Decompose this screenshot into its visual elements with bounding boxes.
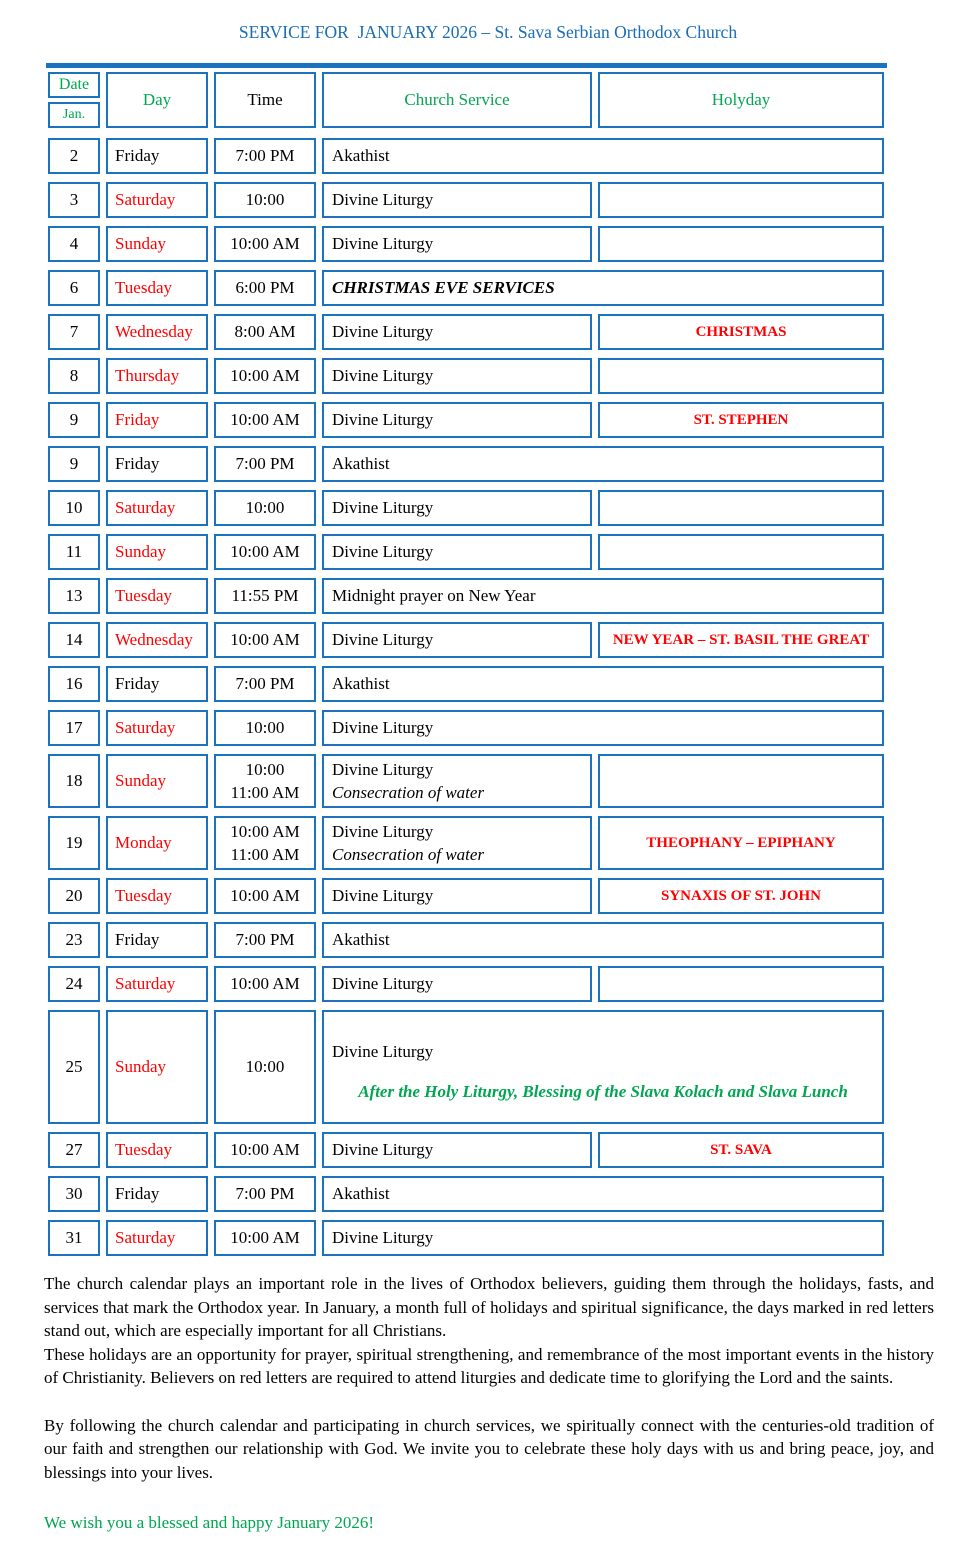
time-cell: 10:00 AM 11:00 AM <box>214 816 316 870</box>
day-cell: Sunday <box>106 1010 208 1124</box>
table-row <box>48 816 884 870</box>
service-cell: Divine Liturgy <box>322 534 592 570</box>
time-header: Time <box>214 72 316 128</box>
time-cell: 10:00 <box>214 710 316 746</box>
service-cell: Midnight prayer on New Year <box>322 578 884 614</box>
date-header-group <box>48 72 100 128</box>
date-cell: 31 <box>48 1220 100 1256</box>
date-cell: 6 <box>48 270 100 306</box>
holyday-cell: THEOPHANY – EPIPHANY <box>598 816 884 870</box>
date-cell: 9 <box>48 446 100 482</box>
day-cell: Saturday <box>106 1220 208 1256</box>
time-cell: 10:00 <box>214 182 316 218</box>
date-cell: 13 <box>48 578 100 614</box>
service-cell: Akathist <box>322 922 884 958</box>
day-cell: Friday <box>106 922 208 958</box>
day-cell: Sunday <box>106 754 208 808</box>
day-cell: Saturday <box>106 182 208 218</box>
date-cell: 24 <box>48 966 100 1002</box>
date-cell: 10 <box>48 490 100 526</box>
table-row <box>48 446 884 482</box>
time-cell: 10:00 AM <box>214 358 316 394</box>
day-cell: Friday <box>106 446 208 482</box>
time-cell: 10:00 AM <box>214 622 316 658</box>
holyday-cell <box>598 754 884 808</box>
service-cell: CHRISTMAS EVE SERVICES <box>322 270 884 306</box>
service-cell: Divine Liturgy <box>322 1220 884 1256</box>
date-cell: 18 <box>48 754 100 808</box>
day-cell: Wednesday <box>106 622 208 658</box>
service-cell: Divine Liturgy <box>322 966 592 1002</box>
table-row <box>48 490 884 526</box>
time-cell: 10:00 AM <box>214 1220 316 1256</box>
time-cell: 10:00 AM <box>214 1132 316 1168</box>
day-header: Day <box>106 72 208 128</box>
time-cell: 6:00 PM <box>214 270 316 306</box>
service-cell: Akathist <box>322 446 884 482</box>
time-cell: 7:00 PM <box>214 922 316 958</box>
holyday-cell: NEW YEAR – ST. BASIL THE GREAT <box>598 622 884 658</box>
paragraph-following-calendar: By following the church calendar and participating in church services, we spiritually connect with the centuries-old tradition of our faith and strengthen our relationship with God. We invite you to celebrate these holy days with us and bring peace, joy, and blessings into your lives. <box>44 1415 934 1482</box>
time-cell: 7:00 PM <box>214 446 316 482</box>
holyday-cell <box>598 534 884 570</box>
time-cell: 7:00 PM <box>214 1176 316 1212</box>
time-cell: 7:00 PM <box>214 138 316 174</box>
table-top-rule <box>46 63 887 68</box>
table-row <box>48 534 884 570</box>
day-cell: Friday <box>106 138 208 174</box>
date-cell: 25 <box>48 1010 100 1124</box>
service-schedule-table <box>48 63 884 1264</box>
day-cell: Monday <box>106 816 208 870</box>
holyday-cell <box>598 490 884 526</box>
day-cell: Tuesday <box>106 270 208 306</box>
time-cell: 11:55 PM <box>214 578 316 614</box>
date-cell: 9 <box>48 402 100 438</box>
month-header: Jan. <box>48 102 100 128</box>
service-cell: Divine Liturgy <box>322 314 592 350</box>
church-service-header: Church Service <box>322 72 592 128</box>
date-cell: 11 <box>48 534 100 570</box>
holyday-cell <box>598 182 884 218</box>
table-row <box>48 666 884 702</box>
time-cell: 7:00 PM <box>214 666 316 702</box>
page-title: SERVICE FOR JANUARY 2026 – St. Sava Serbian Orthodox Church <box>238 22 738 42</box>
table-row <box>48 1010 884 1124</box>
day-cell: Friday <box>106 666 208 702</box>
date-cell: 2 <box>48 138 100 174</box>
table-row <box>48 578 884 614</box>
table-row <box>48 922 884 958</box>
table-row <box>48 402 884 438</box>
time-cell: 10:00 AM <box>214 878 316 914</box>
service-cell: Divine Liturgy <box>322 878 592 914</box>
date-cell: 14 <box>48 622 100 658</box>
table-row <box>48 622 884 658</box>
day-cell: Sunday <box>106 226 208 262</box>
service-cell: Divine Liturgy <box>322 710 884 746</box>
table-row <box>48 358 884 394</box>
day-cell: Thursday <box>106 358 208 394</box>
paragraph-calendar-role: The church calendar plays an important role in the lives of Orthodox believers, guiding them through the holidays, fasts, and services that mark the Orthodox year. In January, a month full of holidays and spiritual significance, the days marked in red letters stand out, which are especially important for all Christians. <box>44 1274 934 1340</box>
day-cell: Friday <box>106 402 208 438</box>
service-cell: Divine Liturgy After the Holy Liturgy, Blessing of the Slava Kolach and Slava Lunch <box>322 1010 884 1124</box>
day-cell: Tuesday <box>106 878 208 914</box>
date-cell: 30 <box>48 1176 100 1212</box>
service-cell: Divine Liturgy <box>322 182 592 218</box>
service-cell: Akathist <box>322 1176 884 1212</box>
holyday-cell <box>598 966 884 1002</box>
date-cell: 17 <box>48 710 100 746</box>
holyday-header: Holyday <box>598 72 884 128</box>
date-cell: 16 <box>48 666 100 702</box>
service-cell: Divine Liturgy <box>322 226 592 262</box>
table-row <box>48 710 884 746</box>
table-row <box>48 754 884 808</box>
paragraph-holidays-opportunity: These holidays are an opportunity for prayer, spiritual strengthening, and remembrance of the most important events in the history of Christianity. Believers on red letters are required to attend liturgies and dedicate time to glorifying the Lord and the saints. <box>44 1344 934 1387</box>
time-cell: 10:00 AM <box>214 534 316 570</box>
holyday-cell: CHRISTMAS <box>598 314 884 350</box>
slava-note: After the Holy Liturgy, Blessing of the Slava Kolach and Slava Lunch <box>358 1082 848 1101</box>
date-cell: 27 <box>48 1132 100 1168</box>
day-cell: Wednesday <box>106 314 208 350</box>
date-header: Date <box>48 72 100 98</box>
table-row <box>48 314 884 350</box>
date-cell: 4 <box>48 226 100 262</box>
day-cell: Tuesday <box>106 1132 208 1168</box>
date-cell: 8 <box>48 358 100 394</box>
service-cell: Divine Liturgy <box>322 622 592 658</box>
day-cell: Tuesday <box>106 578 208 614</box>
service-cell: Divine Liturgy <box>322 358 592 394</box>
service-cell: Divine Liturgy <box>322 402 592 438</box>
date-cell: 7 <box>48 314 100 350</box>
table-row <box>48 182 884 218</box>
service-cell: Divine Liturgy Consecration of water <box>322 816 592 870</box>
holyday-cell <box>598 226 884 262</box>
date-cell: 20 <box>48 878 100 914</box>
table-header-row <box>48 72 884 128</box>
closing-wish: We wish you a blessed and happy January 2026! <box>44 1513 375 1532</box>
service-cell: Akathist <box>322 666 884 702</box>
time-cell: 10:00 AM <box>214 966 316 1002</box>
time-cell: 10:00 <box>214 490 316 526</box>
table-row <box>48 1132 884 1168</box>
table-row <box>48 226 884 262</box>
service-cell: Divine Liturgy Consecration of water <box>322 754 592 808</box>
table-row <box>48 1220 884 1256</box>
time-cell: 10:00 AM <box>214 226 316 262</box>
table-row <box>48 878 884 914</box>
service-cell: Akathist <box>322 138 884 174</box>
holyday-cell <box>598 358 884 394</box>
day-cell: Saturday <box>106 966 208 1002</box>
time-cell: 10:00 AM <box>214 402 316 438</box>
service-cell: Divine Liturgy <box>322 1132 592 1168</box>
footer-text-block <box>44 1272 934 1535</box>
date-cell: 23 <box>48 922 100 958</box>
table-row <box>48 138 884 174</box>
holyday-cell: SYNAXIS OF ST. JOHN <box>598 878 884 914</box>
time-cell: 10:00 11:00 AM <box>214 754 316 808</box>
day-cell: Saturday <box>106 490 208 526</box>
holyday-cell: ST. STEPHEN <box>598 402 884 438</box>
time-cell: 10:00 <box>214 1010 316 1124</box>
table-row <box>48 966 884 1002</box>
time-cell: 8:00 AM <box>214 314 316 350</box>
day-cell: Saturday <box>106 710 208 746</box>
table-row <box>48 270 884 306</box>
table-row <box>48 1176 884 1212</box>
day-cell: Sunday <box>106 534 208 570</box>
day-cell: Friday <box>106 1176 208 1212</box>
service-cell: Divine Liturgy <box>322 490 592 526</box>
date-cell: 3 <box>48 182 100 218</box>
holyday-cell: ST. SAVA <box>598 1132 884 1168</box>
date-cell: 19 <box>48 816 100 870</box>
table-body <box>48 138 884 1256</box>
